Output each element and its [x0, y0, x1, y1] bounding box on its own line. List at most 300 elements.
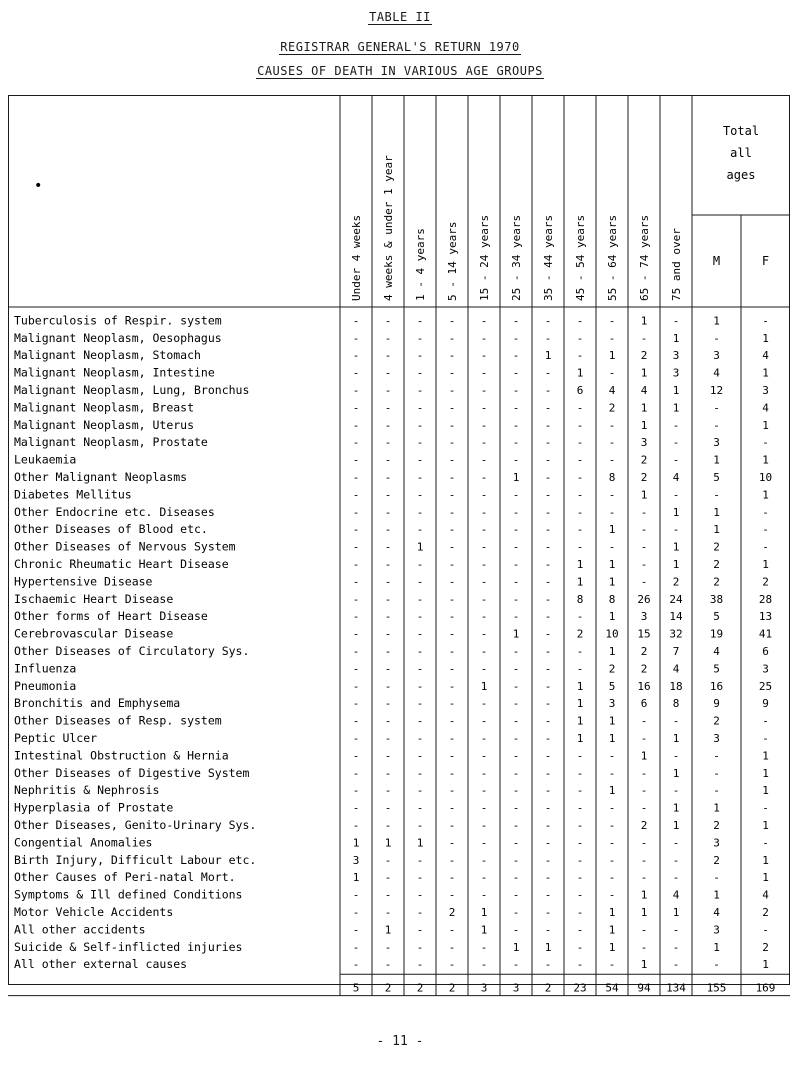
row-value: -: [416, 662, 424, 676]
row-cause-label: Other forms of Heart Disease: [14, 609, 208, 624]
row-value: -: [576, 906, 584, 919]
row-value: -: [608, 418, 616, 432]
total-value: 2: [448, 981, 456, 995]
row-value: -: [672, 314, 680, 328]
row-value: -: [713, 871, 720, 885]
row-value: -: [352, 749, 360, 763]
row-value: -: [480, 592, 488, 606]
row-value: -: [480, 871, 488, 885]
row-cause-label: Malignant Neoplasm, Breast: [14, 400, 195, 415]
row-value: -: [384, 714, 392, 728]
row-value: 4: [672, 471, 680, 484]
corner-mark: •: [34, 178, 43, 194]
row-cause-label: Peptic Ulcer: [14, 731, 98, 745]
row-value: 1: [640, 401, 648, 415]
row-value: 2: [713, 853, 720, 867]
row-value: -: [544, 801, 552, 815]
row-value: 1: [576, 558, 584, 571]
row-value: 9: [762, 697, 769, 711]
row-value: 1: [762, 853, 769, 867]
row-value: -: [448, 766, 456, 780]
row-value: -: [416, 766, 424, 780]
row-cause-label: Bronchitis and Emphysema: [14, 696, 181, 711]
row-value: 1: [713, 314, 720, 328]
row-value: -: [512, 801, 520, 815]
row-value: 1: [384, 836, 392, 850]
row-value: -: [384, 784, 392, 798]
row-value: 8: [672, 697, 680, 711]
row-value: 1: [672, 732, 680, 745]
row-value: -: [608, 331, 616, 345]
row-value: -: [416, 436, 424, 450]
row-value: 3: [672, 349, 680, 363]
row-value: -: [512, 540, 520, 554]
row-value: -: [352, 610, 360, 624]
row-value: -: [352, 575, 360, 589]
row-value: -: [480, 940, 488, 954]
row-cause-label: Diabetes Mellitus: [14, 487, 132, 502]
row-value: -: [544, 523, 552, 537]
row-value: 1: [640, 366, 648, 380]
row-value: -: [576, 819, 584, 832]
row-value: -: [384, 766, 392, 780]
row-value: -: [448, 888, 456, 902]
row-value: -: [384, 331, 392, 345]
row-value: 5: [608, 679, 616, 693]
row-value: -: [480, 401, 488, 415]
total-value: 2: [384, 981, 392, 995]
row-value: -: [384, 610, 392, 624]
row-value: -: [640, 940, 648, 954]
row-value: -: [352, 888, 360, 902]
row-value: 2: [640, 349, 648, 363]
row-value: -: [544, 610, 552, 624]
row-value: -: [544, 366, 552, 380]
row-value: -: [448, 453, 456, 467]
row-value: 1: [352, 871, 360, 885]
row-value: -: [352, 766, 360, 780]
row-value: -: [576, 488, 584, 502]
row-value: -: [512, 401, 520, 415]
row-value: -: [448, 384, 456, 397]
row-value: -: [544, 662, 552, 676]
row-value: -: [416, 732, 424, 745]
row-cause-label: All other external causes: [14, 957, 188, 972]
row-value: 8: [608, 471, 616, 484]
row-value: -: [640, 871, 648, 885]
row-value: -: [576, 349, 584, 363]
row-value: -: [480, 384, 488, 397]
row-value: 26: [637, 592, 651, 606]
row-value: 3: [713, 349, 720, 363]
row-value: -: [576, 766, 584, 780]
row-value: -: [576, 662, 584, 676]
row-value: -: [352, 349, 360, 363]
row-value: 1: [713, 505, 720, 519]
row-value: -: [448, 471, 456, 484]
row-value: -: [384, 906, 392, 919]
row-value: 1: [608, 906, 616, 919]
row-cause-label: Malignant Neoplasm, Uterus: [14, 417, 195, 432]
row-value: -: [576, 836, 584, 850]
row-value: -: [352, 732, 360, 745]
row-value: -: [672, 488, 680, 502]
row-value: 2: [640, 819, 648, 832]
row-value: -: [576, 331, 584, 345]
row-value: 1: [762, 958, 769, 972]
row-value: 1: [762, 784, 769, 798]
row-value: -: [640, 732, 648, 745]
row-value: -: [480, 836, 488, 850]
row-value: -: [416, 801, 424, 815]
row-value: 1: [762, 453, 769, 467]
row-value: -: [416, 749, 424, 763]
row-value: 25: [758, 679, 773, 693]
row-value: -: [512, 784, 520, 798]
row-value: -: [544, 418, 552, 432]
row-value: -: [416, 575, 424, 589]
total-value: 5: [352, 981, 360, 995]
row-value: 9: [713, 697, 720, 711]
row-value: -: [352, 540, 360, 554]
row-value: -: [416, 610, 424, 624]
row-value: 1: [544, 940, 552, 954]
row-value: -: [384, 401, 392, 415]
row-value: -: [480, 558, 488, 571]
row-value: -: [416, 871, 424, 885]
row-value: -: [416, 401, 424, 415]
row-value: -: [512, 384, 520, 397]
row-value: -: [448, 714, 456, 728]
row-value: -: [416, 645, 424, 658]
row-value: 5: [713, 610, 720, 624]
row-value: -: [512, 558, 520, 571]
row-value: 1: [762, 366, 769, 380]
row-value: -: [416, 558, 424, 571]
row-value: 24: [669, 592, 683, 606]
row-value: 1: [762, 418, 769, 432]
row-value: -: [713, 401, 720, 415]
row-value: -: [448, 749, 456, 763]
total-value: 23: [573, 981, 587, 995]
row-value: -: [352, 714, 360, 728]
row-value: -: [512, 888, 520, 902]
row-value: -: [384, 575, 392, 589]
row-value: 1: [576, 732, 584, 745]
row-cause-label: Tuberculosis of Respir. system: [14, 313, 222, 328]
row-value: -: [512, 958, 520, 972]
row-value: -: [544, 401, 552, 415]
row-value: -: [352, 697, 360, 711]
row-cause-label: Chronic Rheumatic Heart Disease: [14, 557, 229, 571]
row-value: -: [480, 610, 488, 624]
row-value: -: [544, 575, 552, 589]
row-value: 1: [762, 819, 769, 832]
row-value: -: [480, 958, 488, 972]
row-value: 1: [762, 749, 769, 763]
row-value: 2: [608, 401, 616, 415]
row-value: 2: [640, 662, 648, 676]
row-value: -: [384, 471, 392, 484]
row-value: 3: [713, 436, 720, 450]
row-value: -: [384, 940, 392, 954]
row-value: -: [352, 627, 360, 641]
row-cause-label: Other Diseases, Genito-Urinary Sys.: [14, 818, 257, 832]
row-value: -: [544, 749, 552, 763]
row-value: -: [576, 471, 584, 484]
row-value: -: [352, 958, 360, 972]
age-group-header: 55 - 64 years: [606, 214, 619, 301]
row-value: -: [640, 523, 648, 537]
row-value: -: [512, 836, 520, 850]
row-cause-label: Birth Injury, Difficult Labour etc.: [14, 852, 257, 867]
row-value: -: [416, 453, 424, 467]
page-number: - 11 -: [376, 1034, 424, 1049]
row-value: -: [352, 801, 360, 815]
row-value: -: [448, 401, 456, 415]
row-value: -: [384, 436, 392, 450]
row-cause-label: Leukaemia: [14, 452, 77, 467]
row-value: -: [713, 331, 720, 345]
row-value: -: [480, 888, 488, 902]
row-value: 8: [608, 592, 616, 606]
row-value: 1: [608, 610, 616, 624]
row-value: -: [608, 853, 616, 867]
row-value: -: [608, 836, 616, 850]
row-value: -: [352, 523, 360, 537]
row-value: -: [544, 314, 552, 328]
row-cause-label: All other accidents: [14, 922, 146, 937]
row-value: -: [640, 836, 648, 850]
row-value: -: [480, 366, 488, 380]
total-value: 3: [512, 981, 520, 995]
total-value: 94: [637, 981, 651, 995]
row-value: -: [416, 958, 424, 972]
row-value: -: [352, 505, 360, 519]
row-value: -: [672, 836, 680, 850]
row-value: 1: [416, 540, 424, 554]
row-cause-label: Hypertensive Disease: [14, 574, 153, 589]
row-value: -: [512, 610, 520, 624]
row-value: -: [713, 766, 720, 780]
row-value: -: [576, 749, 584, 763]
row-value: -: [544, 645, 552, 658]
row-value: 1: [608, 940, 616, 954]
row-value: -: [416, 923, 424, 937]
row-value: -: [544, 471, 552, 484]
row-value: -: [384, 592, 392, 606]
row-value: -: [480, 714, 488, 728]
row-value: 4: [762, 401, 769, 415]
row-value: -: [512, 645, 520, 658]
row-value: -: [352, 923, 360, 937]
row-value: -: [762, 732, 769, 745]
row-value: -: [384, 384, 392, 397]
age-group-header: 5 - 14 years: [446, 221, 459, 301]
row-cause-label: Congential Anomalies: [14, 835, 153, 850]
row-value: -: [576, 871, 584, 885]
row-value: -: [512, 662, 520, 676]
row-value: -: [713, 488, 720, 502]
total-value: 3: [480, 981, 488, 995]
row-value: -: [672, 871, 680, 885]
row-value: 1: [576, 575, 584, 589]
row-value: -: [544, 436, 552, 450]
row-value: -: [640, 540, 648, 554]
row-value: 16: [709, 679, 724, 693]
row-value: 6: [762, 645, 769, 658]
row-value: -: [384, 853, 392, 867]
row-value: 1: [608, 349, 616, 363]
row-value: 1: [672, 766, 680, 780]
row-value: 1: [576, 679, 584, 693]
row-value: -: [576, 888, 584, 902]
female-header: F: [761, 254, 770, 268]
row-value: -: [352, 471, 360, 484]
row-value: -: [448, 610, 456, 624]
row-value: 2: [713, 558, 720, 571]
row-value: 4: [672, 662, 680, 676]
row-value: 2: [713, 714, 720, 728]
row-value: 8: [576, 592, 584, 606]
row-value: -: [544, 558, 552, 571]
row-value: 4: [762, 888, 769, 902]
total-header-line: Total: [722, 124, 760, 138]
row-value: -: [672, 714, 680, 728]
row-value: 1: [512, 471, 520, 484]
row-value: -: [480, 453, 488, 467]
row-value: -: [512, 505, 520, 519]
row-value: -: [352, 784, 360, 798]
row-value: -: [480, 488, 488, 502]
row-value: -: [384, 558, 392, 571]
row-value: -: [576, 958, 584, 972]
row-value: -: [384, 627, 392, 641]
row-value: -: [640, 801, 648, 815]
row-value: -: [480, 418, 488, 432]
row-value: 4: [713, 906, 720, 919]
row-value: -: [608, 453, 616, 467]
row-value: -: [352, 314, 360, 328]
row-value: -: [544, 453, 552, 467]
row-value: -: [762, 436, 769, 450]
row-value: -: [416, 714, 424, 728]
row-value: -: [640, 923, 648, 937]
row-value: 1: [608, 714, 616, 728]
row-value: -: [416, 679, 424, 693]
row-value: -: [448, 958, 456, 972]
row-value: -: [416, 853, 424, 867]
row-value: -: [384, 523, 392, 537]
row-value: -: [416, 940, 424, 954]
row-value: -: [384, 888, 392, 902]
row-value: 1: [713, 453, 720, 467]
row-value: -: [544, 732, 552, 745]
row-value: 3: [608, 697, 616, 711]
age-group-header: 65 - 74 years: [638, 214, 651, 301]
row-cause-label: Malignant Neoplasm, Lung, Bronchus: [14, 383, 250, 397]
row-value: -: [512, 749, 520, 763]
row-value: -: [480, 645, 488, 658]
row-value: -: [672, 940, 680, 954]
row-value: -: [576, 784, 584, 798]
row-value: 3: [352, 853, 360, 867]
row-value: 2: [640, 453, 648, 467]
row-value: -: [352, 453, 360, 467]
row-value: -: [512, 366, 520, 380]
row-value: 38: [709, 592, 724, 606]
row-value: -: [512, 923, 520, 937]
row-value: -: [512, 523, 520, 537]
row-value: 5: [713, 471, 720, 484]
row-value: 1: [512, 627, 520, 641]
row-value: 2: [713, 575, 720, 589]
row-value: -: [544, 505, 552, 519]
row-value: -: [512, 697, 520, 711]
row-value: -: [480, 627, 488, 641]
row-value: 7: [672, 645, 680, 658]
row-value: -: [762, 836, 769, 850]
row-value: 1: [640, 906, 648, 919]
row-value: 13: [758, 610, 773, 624]
row-value: 1: [544, 349, 552, 363]
row-value: -: [576, 801, 584, 815]
total-value: 169: [755, 981, 776, 995]
total-value: 2: [544, 981, 552, 995]
row-value: -: [384, 645, 392, 658]
causes-of-death-table: [8, 95, 790, 995]
row-value: -: [384, 349, 392, 363]
row-value: -: [576, 923, 584, 937]
table-subtitle: CAUSES OF DEATH IN VARIOUS AGE GROUPS: [257, 64, 543, 78]
row-value: -: [416, 906, 424, 919]
row-value: -: [640, 575, 648, 589]
row-cause-label: Malignant Neoplasm, Intestine: [14, 365, 215, 380]
row-value: -: [352, 592, 360, 606]
row-value: -: [608, 749, 616, 763]
row-value: 1: [672, 558, 680, 571]
row-value: -: [480, 853, 488, 867]
row-value: 1: [672, 819, 680, 832]
row-value: -: [512, 732, 520, 745]
row-value: 2: [640, 471, 648, 484]
row-value: -: [416, 471, 424, 484]
age-group-header: 75 and over: [670, 228, 683, 301]
row-value: 1: [352, 836, 360, 850]
row-value: 1: [672, 906, 680, 919]
row-value: -: [448, 645, 456, 658]
row-value: -: [672, 958, 680, 972]
row-value: -: [608, 314, 616, 328]
row-value: -: [576, 453, 584, 467]
row-value: -: [672, 749, 680, 763]
row-cause-label: Pneumonia: [14, 678, 77, 693]
row-value: 1: [762, 558, 769, 571]
row-value: 18: [669, 679, 683, 693]
row-value: -: [512, 714, 520, 728]
row-value: 1: [416, 836, 424, 850]
row-value: 1: [608, 575, 616, 589]
row-value: -: [416, 523, 424, 537]
row-value: -: [608, 505, 616, 519]
row-value: -: [608, 366, 616, 380]
row-value: -: [608, 540, 616, 554]
row-cause-label: Other Diseases of Circulatory Sys.: [14, 644, 250, 658]
row-value: 1: [608, 558, 616, 571]
row-value: 1: [640, 488, 648, 502]
row-value: -: [713, 784, 720, 798]
row-value: -: [352, 384, 360, 397]
